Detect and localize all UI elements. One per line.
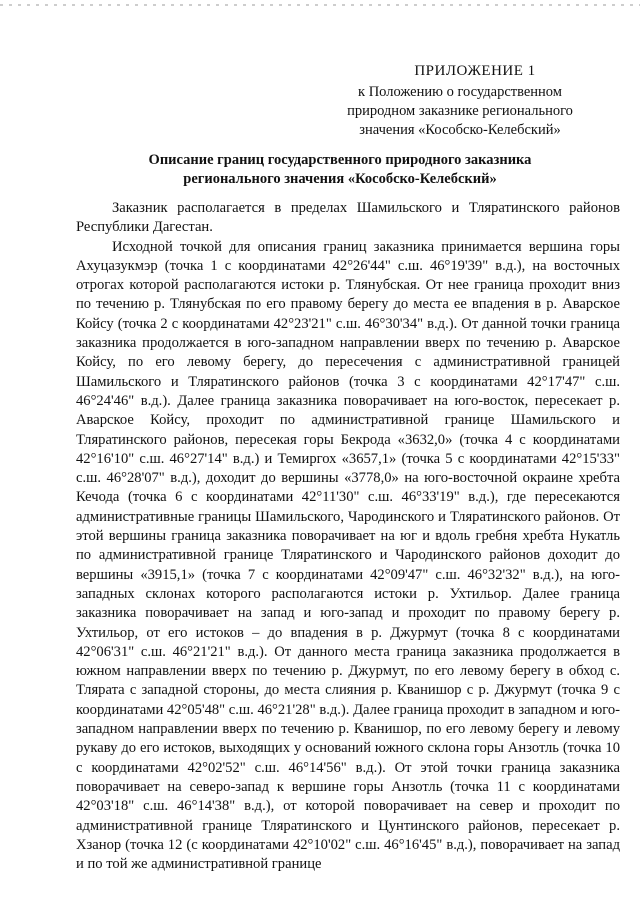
heading-line: регионального значения «Кособско-Келебский» bbox=[183, 171, 497, 187]
paragraph-intro: Заказник располагается в пределах Шамильского и Тляратинского районов Республики Дагестан. bbox=[76, 200, 620, 236]
appendix-line: значения «Кособско-Келебский» bbox=[359, 122, 561, 138]
appendix-block bbox=[300, 62, 620, 140]
paragraph-boundary-description: Исходной точкой для описания границ заказника принимается вершина горы Ахуцазукмэр (точка 1 с координатами 42°26'44" с.ш. 46°19'39" в.д.), на восточных отрогах которой располагаются истоки р. Тлянубская. От нее граница проходит вниз по течению р. Тлянубская по его правому берегу до места ее впадения в р. Аварское Койсу (точка 2 с координатами 42°23'21" с.ш. 46°30'34" в.д.). От данной точки граница заказника продолжается в юго-западном направлении вверх по течению р. Аварское Койсу, по его левому берегу, до пересечения с административной границей Шамильского и Тляратинского районов (точка 3 с координатами 42°17'47" с.ш. 46°24'46" в.д.). Далее граница заказника поворачивает на юго-восток, пересекает р. Аварское Койсу, проходит по административной границе Шамильского и Тляратинского районов, пересекая горы Бекрода «3632,0» (точка 4 с координатами 42°16'10" с.ш. 46°27'14" в.д.) и Темиргох «3657,1» (точка 5 с координатами 42°15'33" с.ш. 46°28'07" в.д.), доходит до вершины «3778,0» на юго-восточной окраине хребта Кечода (точка 6 с координатами 42°11'30" с.ш. 46°33'19" в.д.), где пересекаются административные границы Шамильского, Чародинского и Тляратинского районов. От этой вершины граница заказника поворачивает на юг и вдоль гребня хребта Нукатль по административной границе Тляратинского и Чародинского районов доходит до вершины «3915,1» (точка 7 с координатами 42°09'47" с.ш. 46°32'32" в.д.), на юго-западных склонах которого располагаются истоки р. Ухтильор. Далее граница заказника поворачивает на запад и юго-запад и проходит по правому берегу р. Ухтильор, от его истоков – до впадения в р. Джурмут (точка 8 с координатами 42°06'31" с.ш. 46°21'21" в.д.). От данного места граница заказника продолжается в южном направлении вверх по течению р. Джурмут, по его левому берегу в обход с. Тлярата с западной стороны, до места слияния р. Кванишор с р. Джурмут (точка 9 с координатами 42°05'48" с.ш. 46°21'28" в.д.). Далее граница проходит в западном и юго-западном направлении вверх по течению р. Кванишор, по его левому берегу и левому рукаву до его истоков, выходящих у оснований южного склона горы Анзотль (точка 10 с координатами 42°02'52" с.ш. 46°14'56" в.д.). От этой точки граница заказника поворачивает на северо-запад к вершине горы Анзотль (точка 11 с координатами 42°03'18" с.ш. 46°14'38" в.д.), от которой поворачивает на север и проходит по административной границе Тляратинского и Цунтинского районов, пересекает р. Хзанор (точка 12 (с координатами 42°10'02" с.ш. 46°16'45" в.д.), поворачивает на запад и по той же административной границе bbox=[76, 238, 620, 873]
appendix-line: природном заказнике регионального bbox=[347, 103, 573, 119]
heading-line: Описание границ государственного природного заказника bbox=[148, 152, 532, 168]
document-body bbox=[76, 199, 620, 874]
appendix-title: ПРИЛОЖЕНИЕ 1 bbox=[414, 63, 536, 79]
document-heading bbox=[60, 151, 620, 189]
scan-edge-artifact bbox=[0, 4, 640, 6]
appendix-line: к Положению о государственном bbox=[358, 84, 562, 100]
